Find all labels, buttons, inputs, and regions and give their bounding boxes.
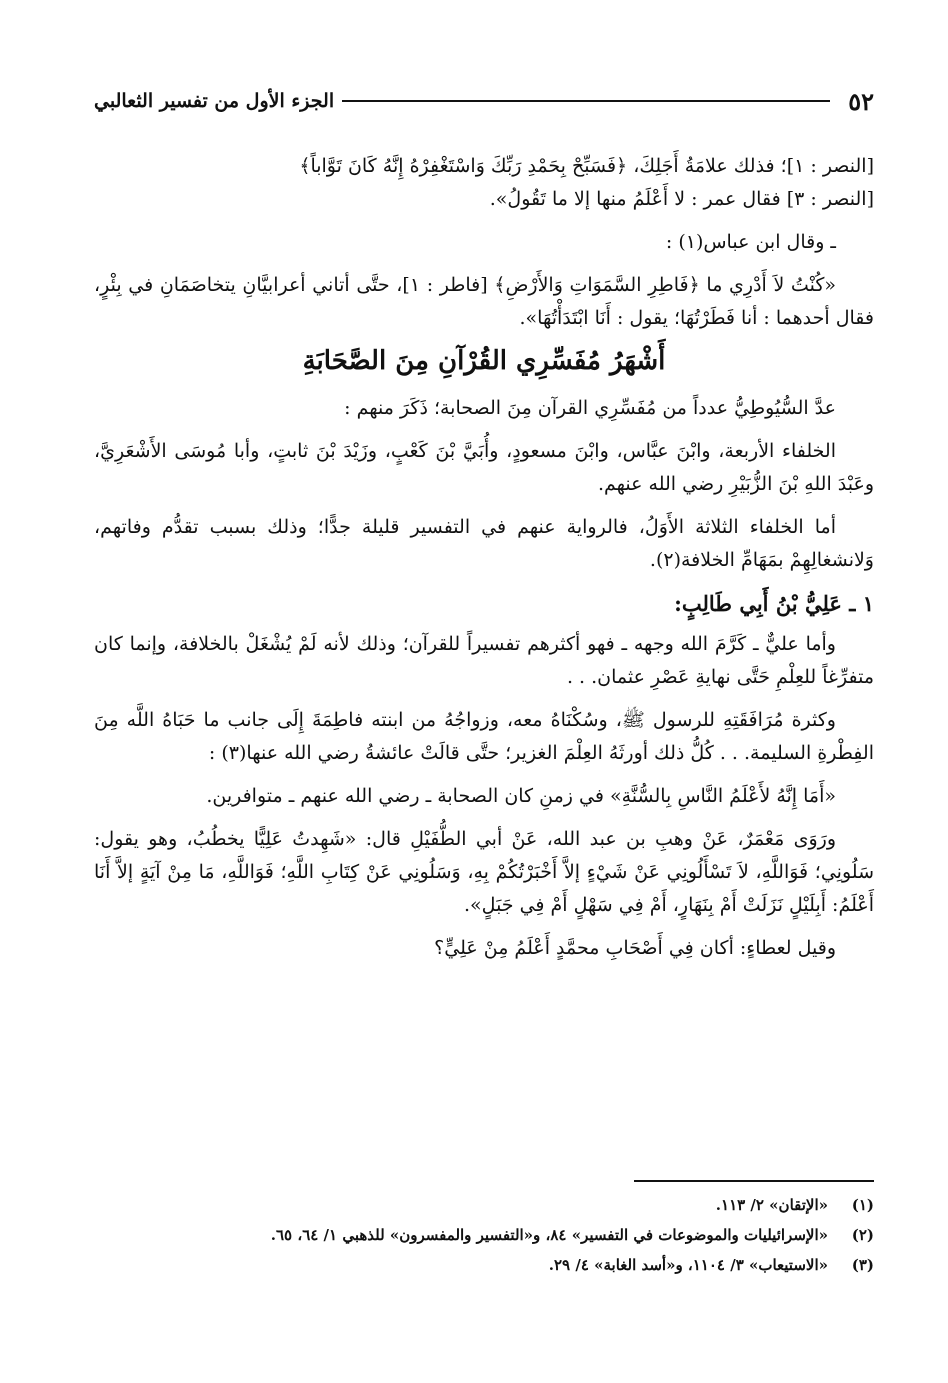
page-header <box>94 84 874 118</box>
ali-paragraph: وأما عليٌّ ـ كَرَّمَ الله وجهه ـ فهو أكثرهم تفسيراً للقرآن؛ وذلك لأنه لَمْ يُشْغَلْ بالخلافة، وإنما كان متفرِّغاً للعِلْمِ حَتَّى نهايةِ عَصْرِ عثمان. . . <box>94 633 874 688</box>
footnote-text: «الاستيعاب» ٣/ ١١٠٤، و«أسد الغابة» ٤/ ٢٩. <box>548 1256 828 1274</box>
footnotes <box>94 1190 874 1280</box>
footnote-text: «الإتقان» ٢/ ١١٣. <box>715 1196 828 1214</box>
footnote-number: (٣) <box>851 1256 874 1274</box>
ibn-abbas-quote: «كُنْتُ لاَ أَدْرِي ما ﴿فَاطِرِ السَّمَوَاتِ وَالأَرْضِ﴾ [فاطر : ١]، حتَّى أتاني أعرابيَّانِ يتخاصَمَانِ في بِئْرٍ، فقال أحدهما : أنا فَطَرْتُهَا؛ يقول : أَنَا ابْتَدَأْتُهَا». <box>94 274 874 329</box>
footnote-item <box>94 1220 874 1250</box>
footnote-number: (١) <box>851 1196 874 1214</box>
companionship-paragraph: وكثرة مُرَافَقَتِهِ للرسول ﷺ، وسُكْنَاهُ معه، وزواجُهُ من ابنته فاطِمَةَ إِلَى جانب ما حَبَاهُ اللَّه مِنَ الفِطْرةِ السليمة. . . كُلُّ ذلك أورثَهُ العِلْمَ الغزير؛ حتَّى قالَتْ عائشةُ رضي الله عنها(٣) : <box>94 709 874 764</box>
abu-tufail-paragraph: ورَوَى مَعْمَرٌ، عَنْ وهبِ بن عبد الله، عَنْ أبي الطُّفَيْلِ قال: «شَهِدتُ عَلِيًّا يخطُبُ، وهو يقول: سَلُونِي؛ فَوَاللَّهِ، لاَ تَسْأَلُونِي عَنْ شَيْءٍ إلاَّ أَخْبَرْتُكُمْ بِهِ، وَسَلُونِي عَنْ كِتَابِ اللَّهِ؛ فَوَاللَّهِ، مَا مِنْ آيَةٍ إلاَّ أَنَا أَعْلَمُ: أَبِلَيْلٍ نَزَلَتْ أَمْ بِنَهَارٍ، أَمْ فِي سَهْلٍ أَمْ فِي جَبَلٍ». <box>94 828 874 916</box>
footnote-item <box>94 1190 874 1220</box>
suyuti-paragraph: عدَّ السُّيُوطِيُّ عدداً من مُفَسِّرِي القرآن مِنَ الصحابة؛ ذَكَرَ منهم : <box>344 397 836 419</box>
footnote-rule <box>634 1180 874 1182</box>
page-number: ٥٢ <box>848 86 874 116</box>
section-heading: أَشْهَرُ مُفَسِّرِي القُرْآنِ مِنَ الصَّحَابَةِ <box>302 346 666 376</box>
footnote-number: (٢) <box>851 1226 874 1244</box>
subsection-heading-ali: ١ ـ عَلِيُّ بْنُ أَبِي طَالِبٍ: <box>674 591 874 616</box>
three-caliphs-paragraph: أما الخلفاء الثلاثة الأَوَلُ، فالرواية عنهم في التفسير قليلة جدًّا؛ وذلك بسبب تقدُّم وفاتهم، وَلانشغالِهِمْ بمَهَامِّ الخلافة(٢). <box>94 516 874 571</box>
paragraph-line-2: [النصر : ٣] فقال عمر : لا أَعْلَمُ منها إلا ما تَقُولُ». <box>489 188 874 210</box>
paragraph-line-1: [النصر : ١]؛ فذلك علامَةُ أَجَلِكَ، ﴿فَسَبِّحْ بِحَمْدِ رَبِّكَ وَاسْتَغْفِرْهُ إِنَّهُ كَانَ تَوَّاباً﴾ <box>299 155 874 177</box>
header-rule <box>342 100 830 102</box>
quran-verse-paragraph <box>94 150 874 216</box>
footnote-text: «الإسرائيليات والموضوعات في التفسير» ٨٤، و«التفسير والمفسرون» للذهبي ١/ ٦٤، ٦٥. <box>270 1226 828 1244</box>
ata-question-paragraph: وقيل لعطاءٍ: أكان فِي أَصْحَابِ محمَّدٍ أَعْلَمُ مِنْ عَلِيٍّ؟ <box>434 937 836 959</box>
footnote-item <box>94 1250 874 1280</box>
companions-list-paragraph: الخلفاء الأربعة، وابْنَ عبَّاس، وابْنَ مسعودٍ، وأُبَيَّ بْنَ كَعْبٍ، وزَيْدَ بْنَ ثابتٍ، وأبا مُوسَى الأَشْعَرِيَّ، وعَبْدَ اللهِ بْنَ الزُّبَيْرِ رضي الله عنهم. <box>94 440 874 495</box>
page-body <box>94 150 874 975</box>
ibn-abbas-intro: ـ وقال ابن عباس(١) : <box>665 231 836 253</box>
running-title: الجزء الأول من تفسير الثعالبي <box>94 90 335 112</box>
aisha-quote-paragraph: «أَمَا إِنَّهُ لأَعْلَمُ النَّاسِ بِالسُّنَّةِ» في زمنِ كان الصحابة ـ رضي الله عنهم ـ متوافرين. <box>206 785 836 807</box>
